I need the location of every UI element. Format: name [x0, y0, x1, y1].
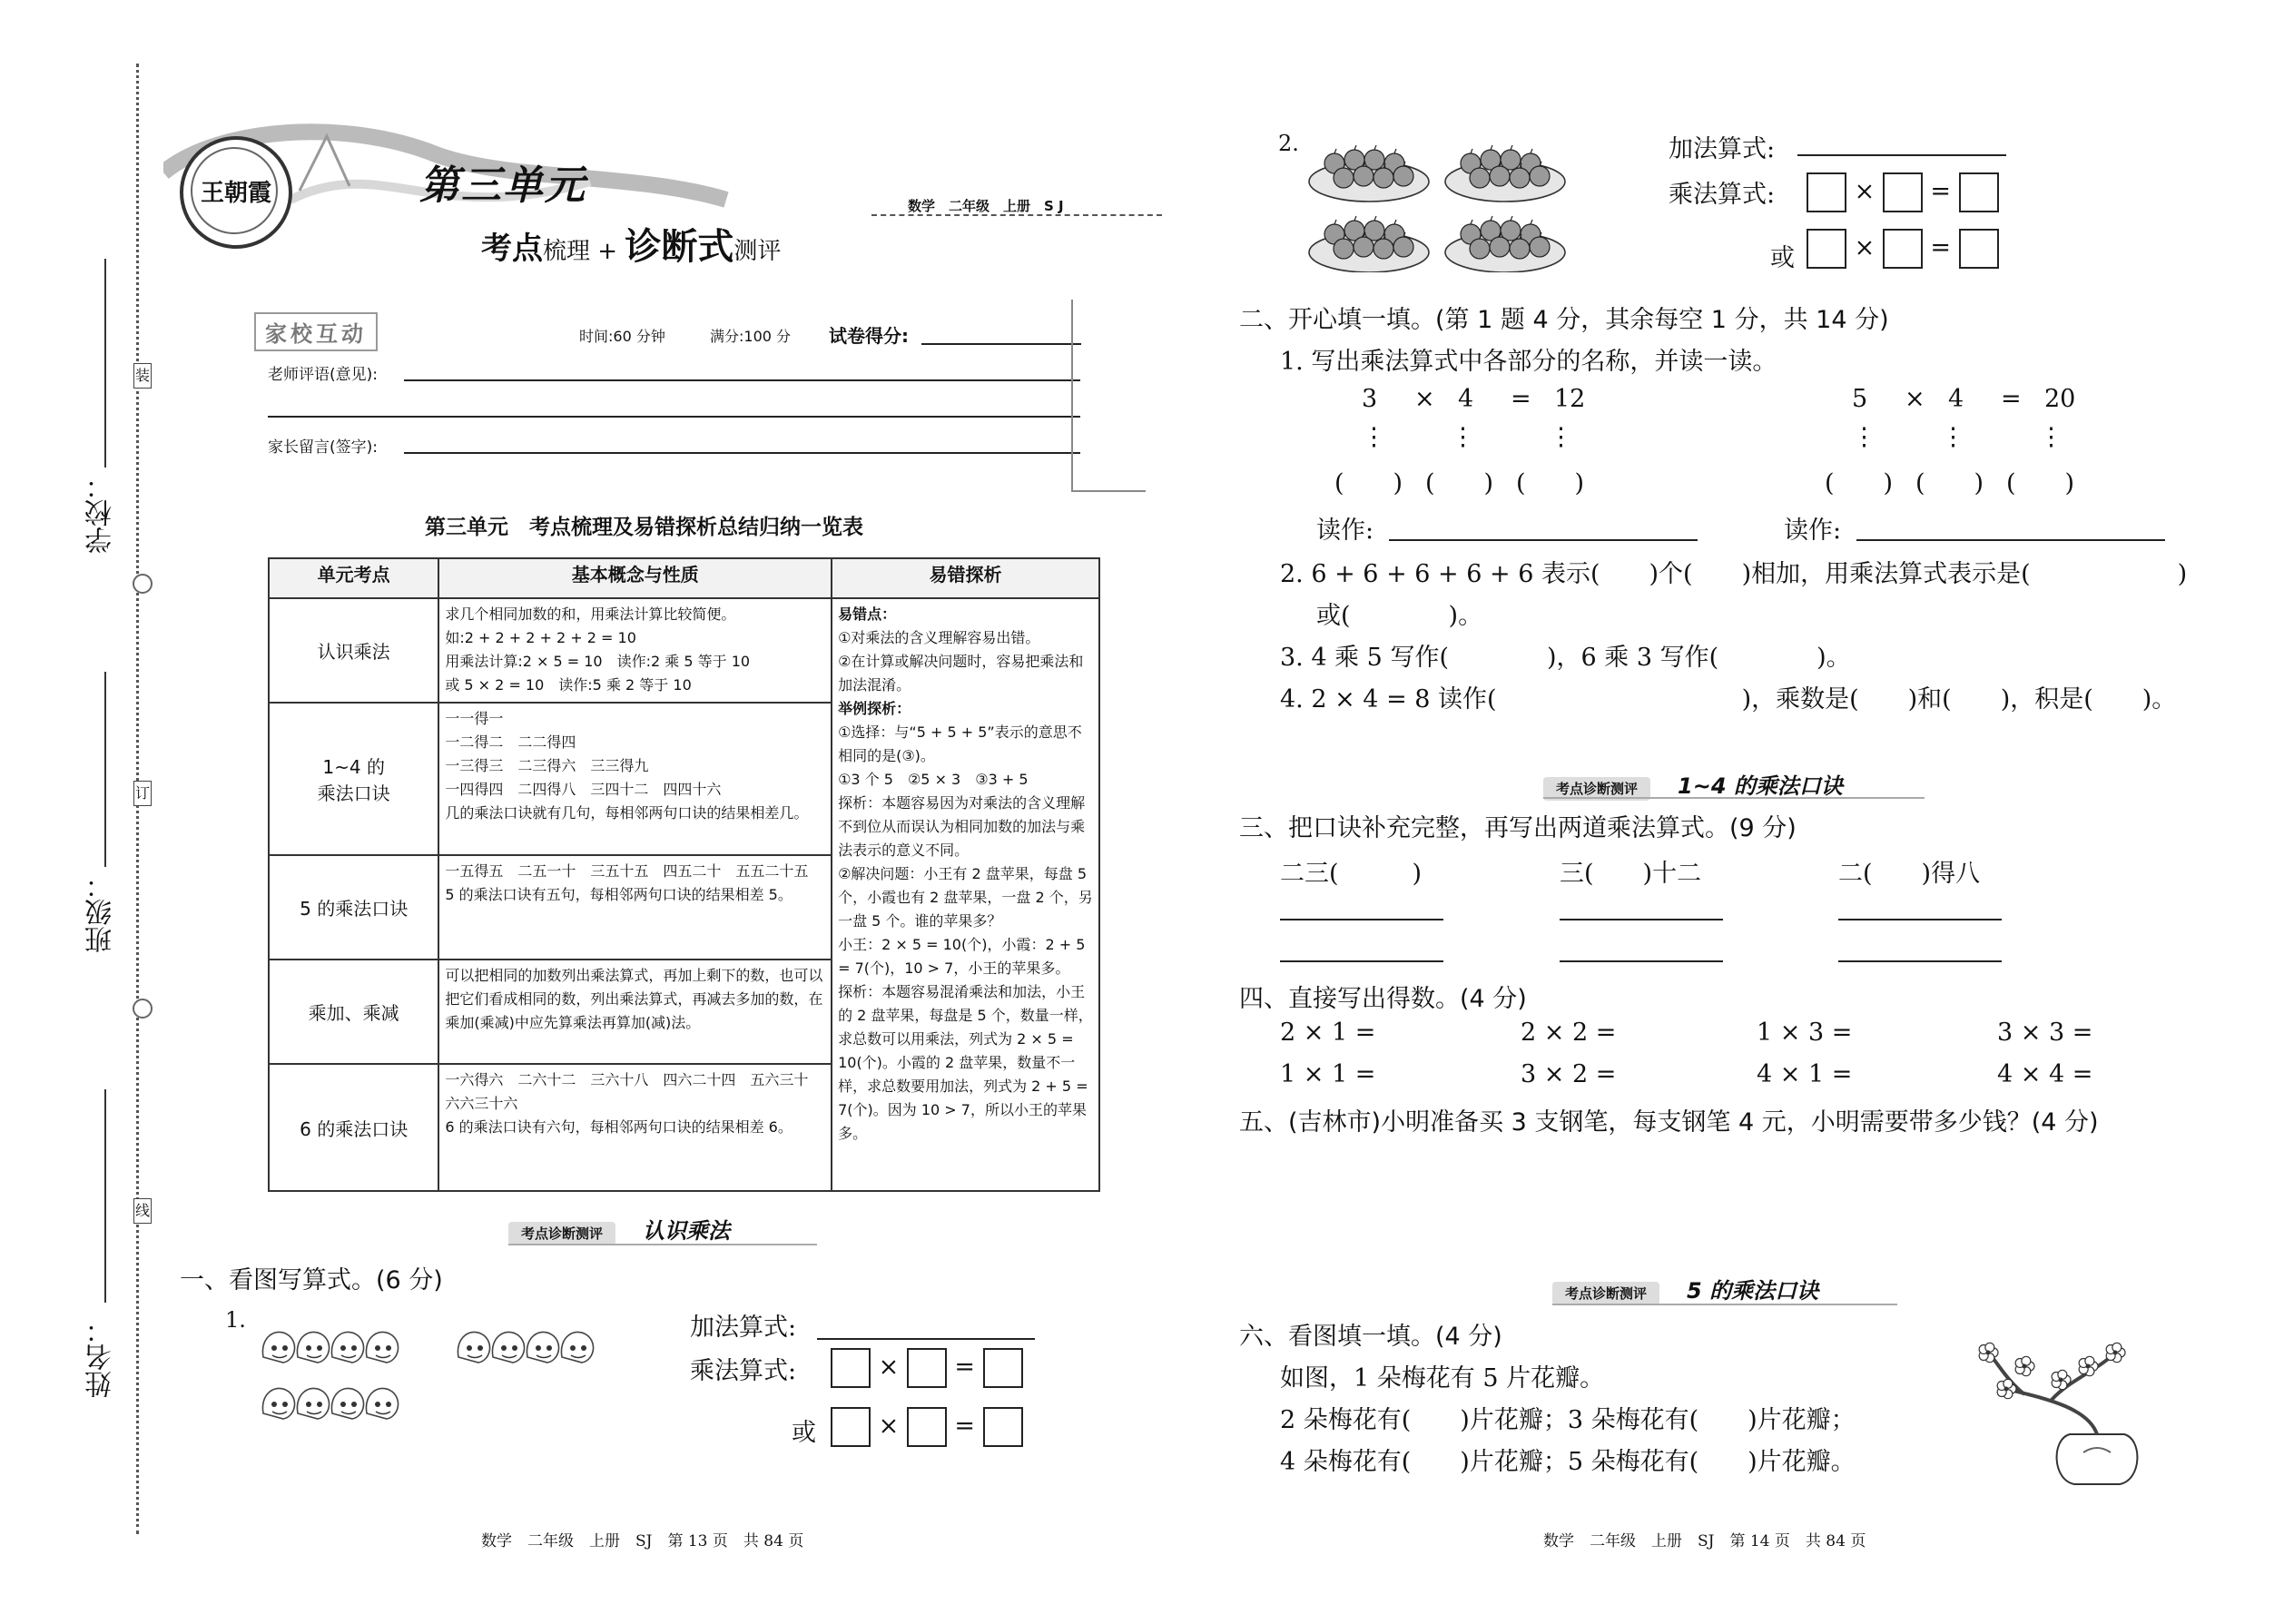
apple-plates-picture — [1307, 136, 1580, 272]
header-mistake: 易错探析 — [832, 558, 1099, 598]
concept-line: 如:2 + 2 + 2 + 2 + 2 = 10 — [445, 629, 636, 646]
banner-rule — [1552, 1304, 1897, 1305]
q1-2-mul-row-alt — [1807, 229, 1999, 269]
q6-line-1: 如图，1 朵梅花有 5 片花瓣。 — [1280, 1364, 1605, 1393]
q1-2-mul-label: 乘法算式: — [1669, 181, 1776, 209]
q1-heading: 一、看图写算式。(6 分) — [180, 1266, 443, 1294]
teacher-comment-field[interactable] — [404, 363, 1080, 381]
shell-icon — [366, 1332, 398, 1363]
concept-line: 或 5 × 2 = 10 读作:5 乘 2 等于 10 — [445, 676, 692, 694]
eq-factor: 4 — [1948, 385, 1964, 413]
header-concept: 基本概念与性质 — [438, 558, 832, 598]
unit-title: 第三单元 — [419, 162, 586, 209]
q1-2-add-label: 加法算式: — [1669, 135, 1776, 163]
concept-line: 6 的乘法口诀有六句，每相邻两句口诀的结果相差 6。 — [445, 1118, 793, 1136]
q1-1-mul-row-alt — [831, 1407, 1023, 1447]
q3-heading: 三、把口诀补充完整，再写出两道乘法算式。(9 分) — [1239, 814, 1797, 842]
subtitle-kaodian: 考点 — [481, 231, 543, 267]
q1-1-mul-row — [831, 1348, 1023, 1388]
shell-icon — [331, 1332, 363, 1363]
class-field[interactable] — [104, 672, 106, 867]
mistake-line: ②在计算或解决问题时，容易把乘法和加法混淆。 — [838, 653, 1084, 694]
concept-line: 可以把相同的加数列出乘法算式，再加上剩下的数，也可以把它们看成相同的数，列出乘法算式，再减去多加的数，在乘加(乘减)中应先算乘法再算加(减)法。 — [445, 967, 823, 1031]
q3-item-2: 三( )十二 — [1560, 860, 1702, 888]
concept-line: 一一得一 — [445, 710, 504, 727]
summary-title: 第三单元 考点梳理及易错探析总结归纳一览表 — [425, 516, 863, 539]
shell-icon — [331, 1388, 363, 1419]
eq-product: 12 — [1554, 385, 1586, 413]
calc-item[interactable]: 3 × 3 = — [1997, 1019, 2093, 1047]
equals-sign: = — [954, 1353, 976, 1382]
concept-cell — [438, 598, 832, 703]
shell-icon — [262, 1388, 294, 1419]
plum-flower-icon — [2106, 1343, 2125, 1362]
section-banner-2 — [1543, 768, 1843, 799]
concept-line: 一五得五 二五一十 三五十五 四五二十 五五二十五 — [445, 862, 809, 880]
exam-time: 时间:60 分钟 — [579, 328, 665, 345]
banner-tag: 考点诊断测评 — [508, 1222, 615, 1245]
equals-sign: = — [1930, 233, 1952, 262]
concept-line: 求几个相同加数的和，用乘法计算比较简便。 — [445, 605, 736, 623]
q6-line-2: 2 朵梅花有( )片花瓣；3 朵梅花有( )片花瓣； — [1280, 1406, 1856, 1434]
calc-item[interactable]: 2 × 2 = — [1521, 1019, 1617, 1047]
mistake-line: 小王：2 × 5 = 10(个)，小霞：2 + 5 = 7(个)，10 > 7，小王的苹果多。 — [838, 936, 1086, 977]
answer-blank[interactable]: ( ) — [2006, 469, 2075, 497]
equals-sign: = — [954, 1412, 976, 1441]
concept-line: 一四得四 二四得八 三四十二 四四十六 — [445, 781, 722, 798]
dots: ⋮ — [1941, 423, 1965, 451]
q1-1-or: 或 — [792, 1419, 816, 1447]
q2-s3: 3. 4 乘 5 写作( )，6 乘 3 写作( )。 — [1280, 644, 1851, 672]
header-dashed-rule — [871, 214, 1162, 216]
q2-s4: 4. 2 × 4 = 8 读作( )，乘数是( )和( )，积是( )。 — [1280, 685, 2177, 714]
full-score: 满分:100 分 — [710, 328, 792, 345]
answer-blank[interactable]: ( ) — [1915, 469, 1984, 497]
plum-flower-icon — [2079, 1356, 2098, 1375]
times-sign: × — [1854, 177, 1876, 206]
times-sign: × — [1854, 233, 1876, 262]
answer-box[interactable] — [907, 1407, 947, 1447]
q1-2-add-field[interactable] — [1797, 134, 2006, 156]
family-block-frame — [1071, 300, 1146, 492]
concept-cell — [438, 703, 832, 855]
calc-item[interactable]: 1 × 1 = — [1280, 1060, 1376, 1088]
shells-picture — [254, 1321, 599, 1439]
binding-mark-zhuang: 装 — [133, 363, 152, 389]
page-subtitle — [481, 218, 781, 270]
topic-cell: 认识乘法 — [269, 598, 438, 703]
shell-icon — [527, 1332, 558, 1363]
dots: ⋮ — [1362, 423, 1386, 451]
footer-left: 数学 二年级 上册 SJ 第 13 页 共 84 页 — [481, 1532, 804, 1550]
q3-item-3: 二( )得八 — [1838, 860, 1981, 888]
parent-comment-label: 家长留言(签字): — [268, 438, 378, 457]
shell-icon — [297, 1388, 329, 1419]
concept-line: 5 的乘法口诀有五句，每相邻两句口诀的结果相差 5。 — [445, 886, 793, 903]
summary-header-row — [269, 558, 1099, 598]
answer-box[interactable] — [831, 1348, 871, 1388]
subtitle-ceping: 测评 — [733, 238, 782, 265]
concept-cell — [438, 1064, 832, 1191]
school-field[interactable] — [104, 259, 106, 468]
answer-blank[interactable]: ( ) — [1425, 469, 1494, 497]
table-row — [269, 598, 1099, 703]
mistake-cell — [832, 598, 1099, 1191]
mistake-line: ①选择：与“5 + 5 + 5”表示的意思不相同的是(③)。 — [838, 723, 1082, 764]
q3-answer-line[interactable] — [1280, 901, 1443, 920]
read-label-2: 读作: — [1784, 517, 1842, 545]
score-field[interactable] — [921, 327, 1081, 345]
shell-icon — [262, 1332, 294, 1363]
teacher-comment-label: 老师评语(意见): — [268, 366, 378, 384]
dots: ⋮ — [1852, 423, 1876, 451]
answer-box[interactable] — [983, 1407, 1023, 1447]
answer-box[interactable] — [1807, 172, 1846, 212]
equation-1 — [1362, 385, 1585, 413]
eq-factor: 4 — [1458, 385, 1474, 413]
equals-sign: = — [1930, 177, 1952, 206]
q1-item-1-number: 1. — [225, 1307, 246, 1333]
q5-answer-area[interactable] — [1271, 1144, 2179, 1262]
footer-right: 数学 二年级 上册 SJ 第 14 页 共 84 页 — [1543, 1532, 1866, 1550]
school-label: 学校： — [85, 472, 117, 554]
banner-rule — [1543, 797, 1925, 799]
q6-line-3: 4 朵梅花有( )片花瓣；5 朵梅花有( )片花瓣。 — [1280, 1448, 1856, 1476]
times-sign: × — [878, 1412, 900, 1441]
q2-s2b: 或( )。 — [1316, 602, 1483, 630]
answer-box[interactable] — [1959, 229, 1999, 269]
equation-2 — [1852, 385, 2075, 413]
q5-heading: 五、(吉林市)小明准备买 3 支钢笔，每支钢笔 4 元，小明需要带多少钱？(4 分) — [1239, 1108, 2099, 1137]
dots: ⋮ — [2039, 423, 2063, 451]
shell-icon — [492, 1332, 524, 1363]
binding-mark-xian: 线 — [133, 1198, 152, 1224]
family-school-badge: 家校互动 — [254, 312, 378, 351]
dots: ⋮ — [1549, 423, 1573, 451]
answer-box[interactable] — [831, 1407, 871, 1447]
banner-title: 1~4 的乘法口诀 — [1678, 773, 1843, 799]
calc-item[interactable]: 3 × 2 = — [1521, 1060, 1617, 1088]
q1-2-or: 或 — [1770, 244, 1795, 272]
mistake-line: 探析：本题容易因为对乘法的含义理解不到位从而误认为相同加数的加法与乘法表示的意义不同。 — [838, 794, 1086, 859]
q2-s1: 1. 写出乘法算式中各部分的名称，并读一读。 — [1280, 348, 1777, 376]
dots-row-1 — [1362, 423, 1573, 451]
q1-1-mul-label: 乘法算式: — [690, 1357, 797, 1385]
mistake-line: ②解决问题：小王有 2 盘苹果，每盘 5 个，小霞也有 2 盘苹果，一盘 2 个，另一盘 5 个。谁的苹果多？ — [838, 865, 1093, 930]
q3-item-1: 二三( ) — [1280, 860, 1423, 888]
mistake-line: 举例探析： — [838, 700, 911, 717]
name-blanks-1[interactable] — [1334, 463, 1584, 498]
q1-1-add-label: 加法算式: — [690, 1314, 797, 1342]
book-info: 数学 二年级 上册 S J — [908, 198, 1064, 214]
calc-item[interactable]: 4 × 4 = — [1997, 1060, 2093, 1088]
apple-plate-icon — [1445, 216, 1565, 272]
eq-times: × — [1905, 385, 1925, 413]
banner-tag: 考点诊断测评 — [1543, 777, 1650, 801]
read-field-1[interactable] — [1389, 516, 1698, 541]
concept-line: 一二得二 二二得四 — [445, 733, 576, 751]
binding-hole-icon — [133, 574, 153, 594]
q1-2-mul-row — [1807, 172, 1999, 212]
mistake-line: 易错点： — [838, 605, 897, 623]
q1-1-add-field[interactable] — [817, 1314, 1035, 1340]
q4-heading: 四、直接写出得数。(4 分) — [1239, 985, 1527, 1013]
subtitle-shuli: 梳理 + — [543, 238, 625, 265]
read-label-1: 读作: — [1316, 517, 1374, 545]
brand-logo — [180, 136, 292, 249]
class-label: 班级： — [85, 871, 117, 953]
q3-answer-line[interactable] — [1838, 901, 2002, 920]
apple-plate-icon — [1309, 216, 1429, 272]
q2-s2: 2. 6 + 6 + 6 + 6 + 6 表示( )个( )相加，用乘法算式表示是( ) — [1280, 560, 2188, 588]
mistake-line: ①对乘法的含义理解容易出错。 — [838, 629, 1040, 646]
vase-icon — [2057, 1434, 2138, 1484]
shell-icon — [561, 1332, 593, 1363]
answer-blank[interactable]: ( ) — [1825, 469, 1894, 497]
apple-plate-icon — [1445, 145, 1565, 202]
q6-heading: 六、看图填一填。(4 分) — [1239, 1323, 1502, 1351]
times-sign: × — [878, 1353, 900, 1382]
concept-line: 用乘法计算:2 × 5 = 10 读作:2 乘 5 等于 10 — [445, 653, 751, 670]
topic-cell: 1~4 的 乘法口诀 — [269, 703, 438, 855]
answer-box[interactable] — [983, 1348, 1023, 1388]
calc-item[interactable]: 2 × 1 = — [1280, 1019, 1376, 1047]
apple-plate-icon — [1309, 145, 1429, 202]
q2-heading: 二、开心填一填。(第 1 题 4 分，其余每空 1 分，共 14 分) — [1239, 306, 1889, 334]
banner-rule — [508, 1244, 817, 1245]
topic-cell: 6 的乘法口诀 — [269, 1064, 438, 1191]
shell-icon — [366, 1388, 398, 1419]
score-label: 试卷得分: — [829, 325, 909, 347]
plum-flower-icon — [2015, 1356, 2034, 1375]
read-field-2[interactable] — [1856, 516, 2165, 541]
shell-icon — [458, 1332, 489, 1363]
q3-answer-line[interactable] — [1560, 901, 1723, 920]
teacher-comment-field-2[interactable] — [268, 399, 1080, 418]
section-banner-1 — [508, 1213, 730, 1244]
summary-table — [268, 557, 1100, 1192]
dots-row-2 — [1852, 423, 2063, 451]
concept-cell — [438, 855, 832, 960]
binding-hole-icon — [133, 999, 153, 1019]
name-blanks-2[interactable] — [1825, 463, 2074, 498]
answer-box[interactable] — [1883, 229, 1923, 269]
binding-mark-ding: 订 — [133, 781, 152, 806]
eq-factor: 3 — [1362, 385, 1378, 413]
plum-blossom-vase-picture — [1970, 1325, 2151, 1489]
eq-factor: 5 — [1852, 385, 1868, 413]
concept-line: 一三得三 二三得六 三三得九 — [445, 757, 649, 774]
section-banner-3 — [1552, 1273, 1818, 1304]
q3-answer-line[interactable] — [1838, 942, 2002, 962]
eq-equals: = — [1511, 385, 1531, 413]
concept-line: 几的乘法口诀就有几句，每相邻两句口诀的结果相差几。 — [445, 804, 809, 822]
banner-title: 5 的乘法口诀 — [1687, 1278, 1819, 1304]
dots: ⋮ — [1451, 423, 1475, 451]
eq-equals: = — [2001, 385, 2022, 413]
logo-text: 王朝霞 — [200, 180, 271, 207]
parent-comment-field[interactable] — [404, 436, 1080, 454]
shell-icon — [297, 1332, 329, 1363]
concept-line: 一六得六 二六十二 三六十八 四六二十四 五六三十 六六三十六 — [445, 1071, 823, 1112]
calc-item[interactable]: 1 × 3 = — [1757, 1019, 1853, 1047]
subtitle-zhenduan: 诊断式 — [625, 226, 734, 268]
name-label: 姓名： — [85, 1316, 117, 1398]
concept-cell — [438, 960, 832, 1064]
mistake-line: 探析：本题容易混淆乘法和加法，小王的 2 盘苹果，每盘是 5 个，数量一样，求总数可以用乘法，列式为 2 × 5 = 10(个)。小霞的 2 盘苹果，数量不一样，求总数要用加法，列式为 2 + 5 = 7(个)。因为 10 > 7，所以小王的苹果多。 — [838, 983, 1093, 1142]
banner-title: 认识乘法 — [643, 1218, 731, 1244]
answer-box[interactable] — [1959, 172, 1999, 212]
answer-box[interactable] — [1807, 229, 1846, 269]
eq-product: 20 — [2044, 385, 2076, 413]
eq-times: × — [1414, 385, 1435, 413]
topic-cell: 乘加、乘减 — [269, 960, 438, 1064]
answer-box[interactable] — [907, 1348, 947, 1388]
answer-blank[interactable]: ( ) — [1516, 469, 1585, 497]
banner-tag: 考点诊断测评 — [1552, 1282, 1659, 1305]
name-field[interactable] — [104, 1089, 106, 1303]
q1-item-2-number: 2. — [1278, 131, 1299, 156]
answer-blank[interactable]: ( ) — [1334, 469, 1403, 497]
calc-item[interactable]: 4 × 1 = — [1757, 1060, 1853, 1088]
q3-answer-line[interactable] — [1560, 942, 1723, 962]
topic-cell: 5 的乘法口诀 — [269, 855, 438, 960]
answer-box[interactable] — [1883, 172, 1923, 212]
mistake-line: ①3 个 5 ②5 × 3 ③3 + 5 — [838, 771, 1029, 788]
header-topic: 单元考点 — [269, 558, 438, 598]
q3-answer-line[interactable] — [1280, 942, 1443, 962]
